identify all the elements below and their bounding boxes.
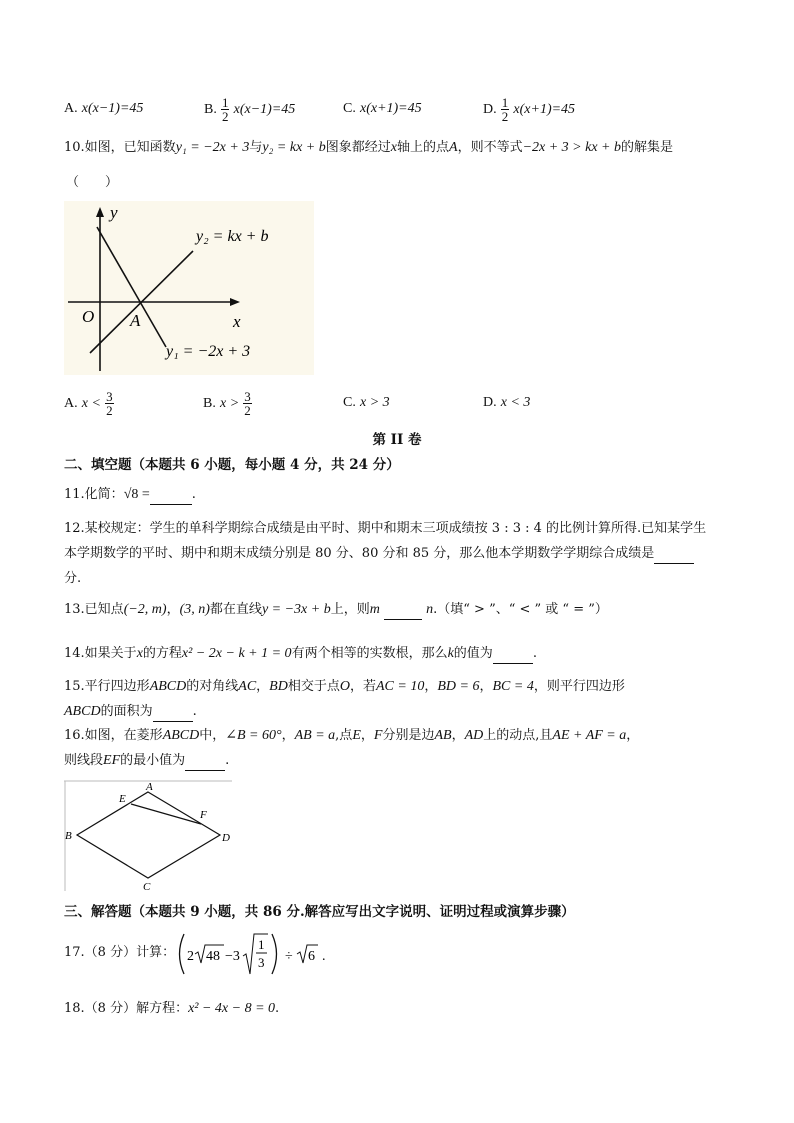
option-expr: x >	[219, 396, 240, 411]
q11-expr: √8 =	[123, 487, 150, 502]
q16-point-f: F	[373, 728, 383, 743]
frac-num-1: 1	[258, 937, 265, 952]
q15-line-2	[64, 703, 197, 722]
fraction	[221, 96, 230, 123]
q16-line-1: 16.如图，在菱形ABCD中，∠B = 60°，AB = a,点E，F分别是边AB，AD上的动点,且AE + AF = a，	[64, 728, 640, 743]
answer-blank[interactable]	[654, 545, 694, 564]
q18-end: .	[275, 1001, 280, 1016]
q17-text: 17.（8 分）计算：	[64, 945, 176, 960]
q10-graph	[64, 201, 314, 375]
line-y1-label: y₁ = −2x + 3	[166, 343, 251, 360]
x-axis-label: x	[233, 312, 241, 331]
q14-var: x	[136, 646, 143, 661]
q14-var-k: k	[447, 646, 454, 661]
q16-condition: AE + AF = a	[552, 728, 627, 743]
option-label: A.	[64, 101, 78, 116]
q10-text: 图象都经过	[325, 140, 391, 155]
radicand-6: 6	[308, 949, 315, 964]
answer-blank[interactable]	[384, 601, 422, 620]
minus-3: −3	[225, 949, 240, 964]
q16-text: 分别是边	[382, 728, 435, 743]
option-label: B.	[203, 396, 216, 411]
q14-end: .	[532, 646, 537, 661]
option-label: C.	[343, 101, 356, 116]
q15-text: ，若	[349, 679, 376, 694]
vertex-c-label: C	[143, 881, 151, 893]
q16-shape: ABCD	[162, 728, 200, 743]
option-expr: x < 3	[500, 395, 531, 410]
q11-text: 11.化简：	[64, 487, 124, 502]
answer-blank[interactable]	[153, 703, 193, 722]
option-expr: x(x−1)=45	[233, 102, 296, 117]
q16-rhombus-figure	[64, 778, 234, 893]
answer-blank[interactable]	[150, 486, 192, 505]
rhombus-abcd	[77, 792, 220, 878]
radicand-48: 48	[206, 949, 220, 964]
q14	[64, 645, 537, 664]
option-label: A.	[64, 396, 78, 411]
q15-text: ，	[256, 679, 270, 694]
q10-point: A	[449, 140, 458, 155]
q10-function-1: y₁ = −2x + 3	[175, 140, 250, 155]
q13-line-eq: y = −3x + b	[261, 602, 331, 617]
q16-text: ,点	[335, 728, 353, 743]
y-axis-arrow	[96, 207, 104, 217]
section-3-heading: 三、解答题（本题共 9 小题，共 86 分.解答应写出文字说明、证明过程或演算步骤）	[64, 904, 575, 920]
fraction-den: 2	[244, 403, 251, 418]
q16-text: 16.如图，在菱形	[64, 728, 163, 743]
q12-line-3: 分.	[64, 571, 82, 586]
q17-expression	[174, 930, 334, 978]
q15-point-o: O	[339, 679, 350, 694]
y-axis-label: y	[110, 203, 118, 222]
q12-line-2	[64, 545, 694, 564]
q15-text: 相交于点	[287, 679, 340, 694]
vertex-d-label: D	[222, 832, 230, 844]
segment-ef	[131, 804, 201, 824]
q9-option-b	[204, 96, 295, 123]
fraction-num: 1	[221, 95, 229, 110]
q10-inequality: −2x + 3 > kx + b	[522, 140, 622, 155]
q13-text: 上，则	[330, 602, 370, 617]
q10-text: 轴上的点	[396, 140, 449, 155]
q13-var-m: m	[369, 602, 380, 617]
point-a-label: A	[130, 311, 141, 330]
q10-text: 与	[249, 140, 263, 155]
q9-option-a	[64, 100, 143, 118]
q10-option-d	[483, 394, 530, 412]
x-axis-arrow	[230, 298, 240, 306]
q15-condition: BC = 4	[492, 679, 534, 694]
q13-text: 都在直线	[209, 602, 262, 617]
fraction	[243, 390, 252, 417]
q13-point-1: (−2, m)	[123, 602, 167, 617]
frac-den-3: 3	[258, 955, 265, 970]
q14-text: 的方程	[142, 646, 182, 661]
q10-stem	[64, 139, 673, 157]
q16-angle: ∠B = 60°	[225, 728, 282, 743]
fraction	[501, 96, 510, 123]
answer-blank[interactable]	[185, 752, 225, 771]
q13-text: ，	[166, 602, 180, 617]
q14-text: 的值为	[453, 646, 493, 661]
q15-line-1: 15.平行四边形ABCD的对角线AC，BD相交于点O，若AC = 10，BD = 6，BC = 4，则平行四边形	[64, 679, 625, 694]
q15-condition: AC = 10	[376, 679, 425, 694]
point-f-label: F	[200, 809, 207, 821]
q14-text: 有两个相等的实数根，那么	[291, 646, 448, 661]
q15-diagonal-bd: BD	[269, 679, 288, 694]
q12-text: 本学期数学的平时、期中和期末成绩分别是 80 分、80 分和 85 分，那么他本学期数学学期综合成绩是	[64, 546, 655, 561]
option-expr: x(x+1)=45	[359, 101, 422, 116]
coef-2: 2	[187, 949, 194, 964]
q13-point-2: (3, n)	[179, 602, 210, 617]
q15-text: ，则平行四边形	[533, 679, 625, 694]
q10-text: ，则不等式	[457, 140, 523, 155]
fraction-num: 3	[106, 389, 113, 404]
div-sign: ÷	[285, 949, 293, 964]
q13	[64, 601, 608, 620]
q15-diagonal-ac: AC	[238, 679, 257, 694]
option-label: D.	[483, 102, 497, 117]
option-expr: x(x+1)=45	[513, 102, 576, 117]
q16-text: 则线段	[64, 753, 104, 768]
q16-text: 的最小值为	[120, 753, 186, 768]
q15-text: 的面积为	[100, 704, 153, 719]
q10-answer-paren: （ ）	[66, 175, 119, 190]
fraction-den: 2	[221, 109, 229, 124]
q18-text: 18.（8 分）解方程：	[64, 1001, 189, 1016]
q18	[64, 1000, 279, 1018]
q15-condition: BD = 6	[437, 679, 480, 694]
q17	[64, 930, 464, 980]
q16-figure-svg	[64, 778, 234, 893]
q11	[64, 486, 196, 505]
fraction-den: 2	[106, 403, 113, 418]
q10-var: x	[390, 140, 397, 155]
q10-text: 的解集是	[621, 140, 674, 155]
q16-end: .	[225, 753, 230, 768]
q14-equation: x² − 2x − k + 1 = 0	[181, 646, 292, 661]
option-label: B.	[204, 102, 217, 117]
q11-end: .	[191, 487, 196, 502]
q10-function-2: y₂ = kx + b	[262, 140, 326, 155]
option-expr: x(x−1)=45	[81, 101, 144, 116]
q15-text: 的对角线	[186, 679, 239, 694]
fraction	[105, 390, 114, 417]
vertex-a-label: A	[146, 781, 153, 793]
q16-point-e: E	[352, 728, 361, 743]
q15-shape: ABCD	[149, 679, 187, 694]
q16-line-2	[64, 752, 229, 771]
q10-option-c	[343, 394, 390, 412]
q16-side: AB = a	[294, 728, 336, 743]
q13-text: .（填“ > ”、“ < ” 或 “ = ”）	[433, 602, 608, 617]
q16-text: 中，	[199, 728, 226, 743]
origin-label: O	[82, 307, 95, 326]
q15-text: 15.平行四边形	[64, 679, 150, 694]
q10-option-b	[203, 390, 252, 417]
q10-graph-svg	[64, 201, 314, 375]
line-y2-label: y₂ = kx + b	[196, 228, 269, 245]
q9-options	[64, 96, 744, 126]
option-expr: x > 3	[359, 395, 390, 410]
vertex-b-label: B	[65, 830, 72, 842]
q16-side-ad: AD	[464, 728, 484, 743]
q9-option-c	[343, 100, 422, 118]
q16-text: 上的动点,且	[483, 728, 553, 743]
q18-equation: x² − 4x − 8 = 0	[188, 1001, 276, 1016]
option-label: D.	[483, 395, 497, 410]
q16-segment: EF	[103, 753, 121, 768]
option-label: C.	[343, 395, 356, 410]
fraction-num: 1	[501, 95, 509, 110]
section-2-heading: 二、填空题（本题共 6 小题，每小题 4 分，共 24 分）	[64, 457, 400, 473]
q16-side-ab: AB	[434, 728, 452, 743]
q12-line-1: 12.某校规定：学生的单科学期综合成绩是由平时、期中和期末三项成绩按 3 : 3 : 4 的比例计算所得.已知某学生	[64, 521, 707, 536]
end-period: .	[322, 949, 326, 964]
q13-var-n: n	[426, 602, 434, 617]
option-expr: x <	[81, 396, 101, 411]
q13-text: 13.已知点	[64, 602, 124, 617]
q9-option-d	[483, 96, 575, 123]
q14-text: 14.如果关于	[64, 646, 137, 661]
point-e-label: E	[119, 793, 126, 805]
right-paren	[272, 934, 277, 974]
volume-title: 第 II 卷	[372, 432, 422, 448]
q10-text: 10.如图，已知函数	[64, 140, 176, 155]
q10-options	[64, 384, 744, 424]
fraction-den: 2	[501, 109, 509, 124]
q15-shape: ABCD	[64, 704, 101, 719]
q15-end: .	[192, 704, 197, 719]
fraction-num: 3	[244, 389, 251, 404]
q10-option-a	[64, 390, 114, 417]
left-paren	[180, 934, 185, 974]
answer-blank[interactable]	[493, 645, 533, 664]
